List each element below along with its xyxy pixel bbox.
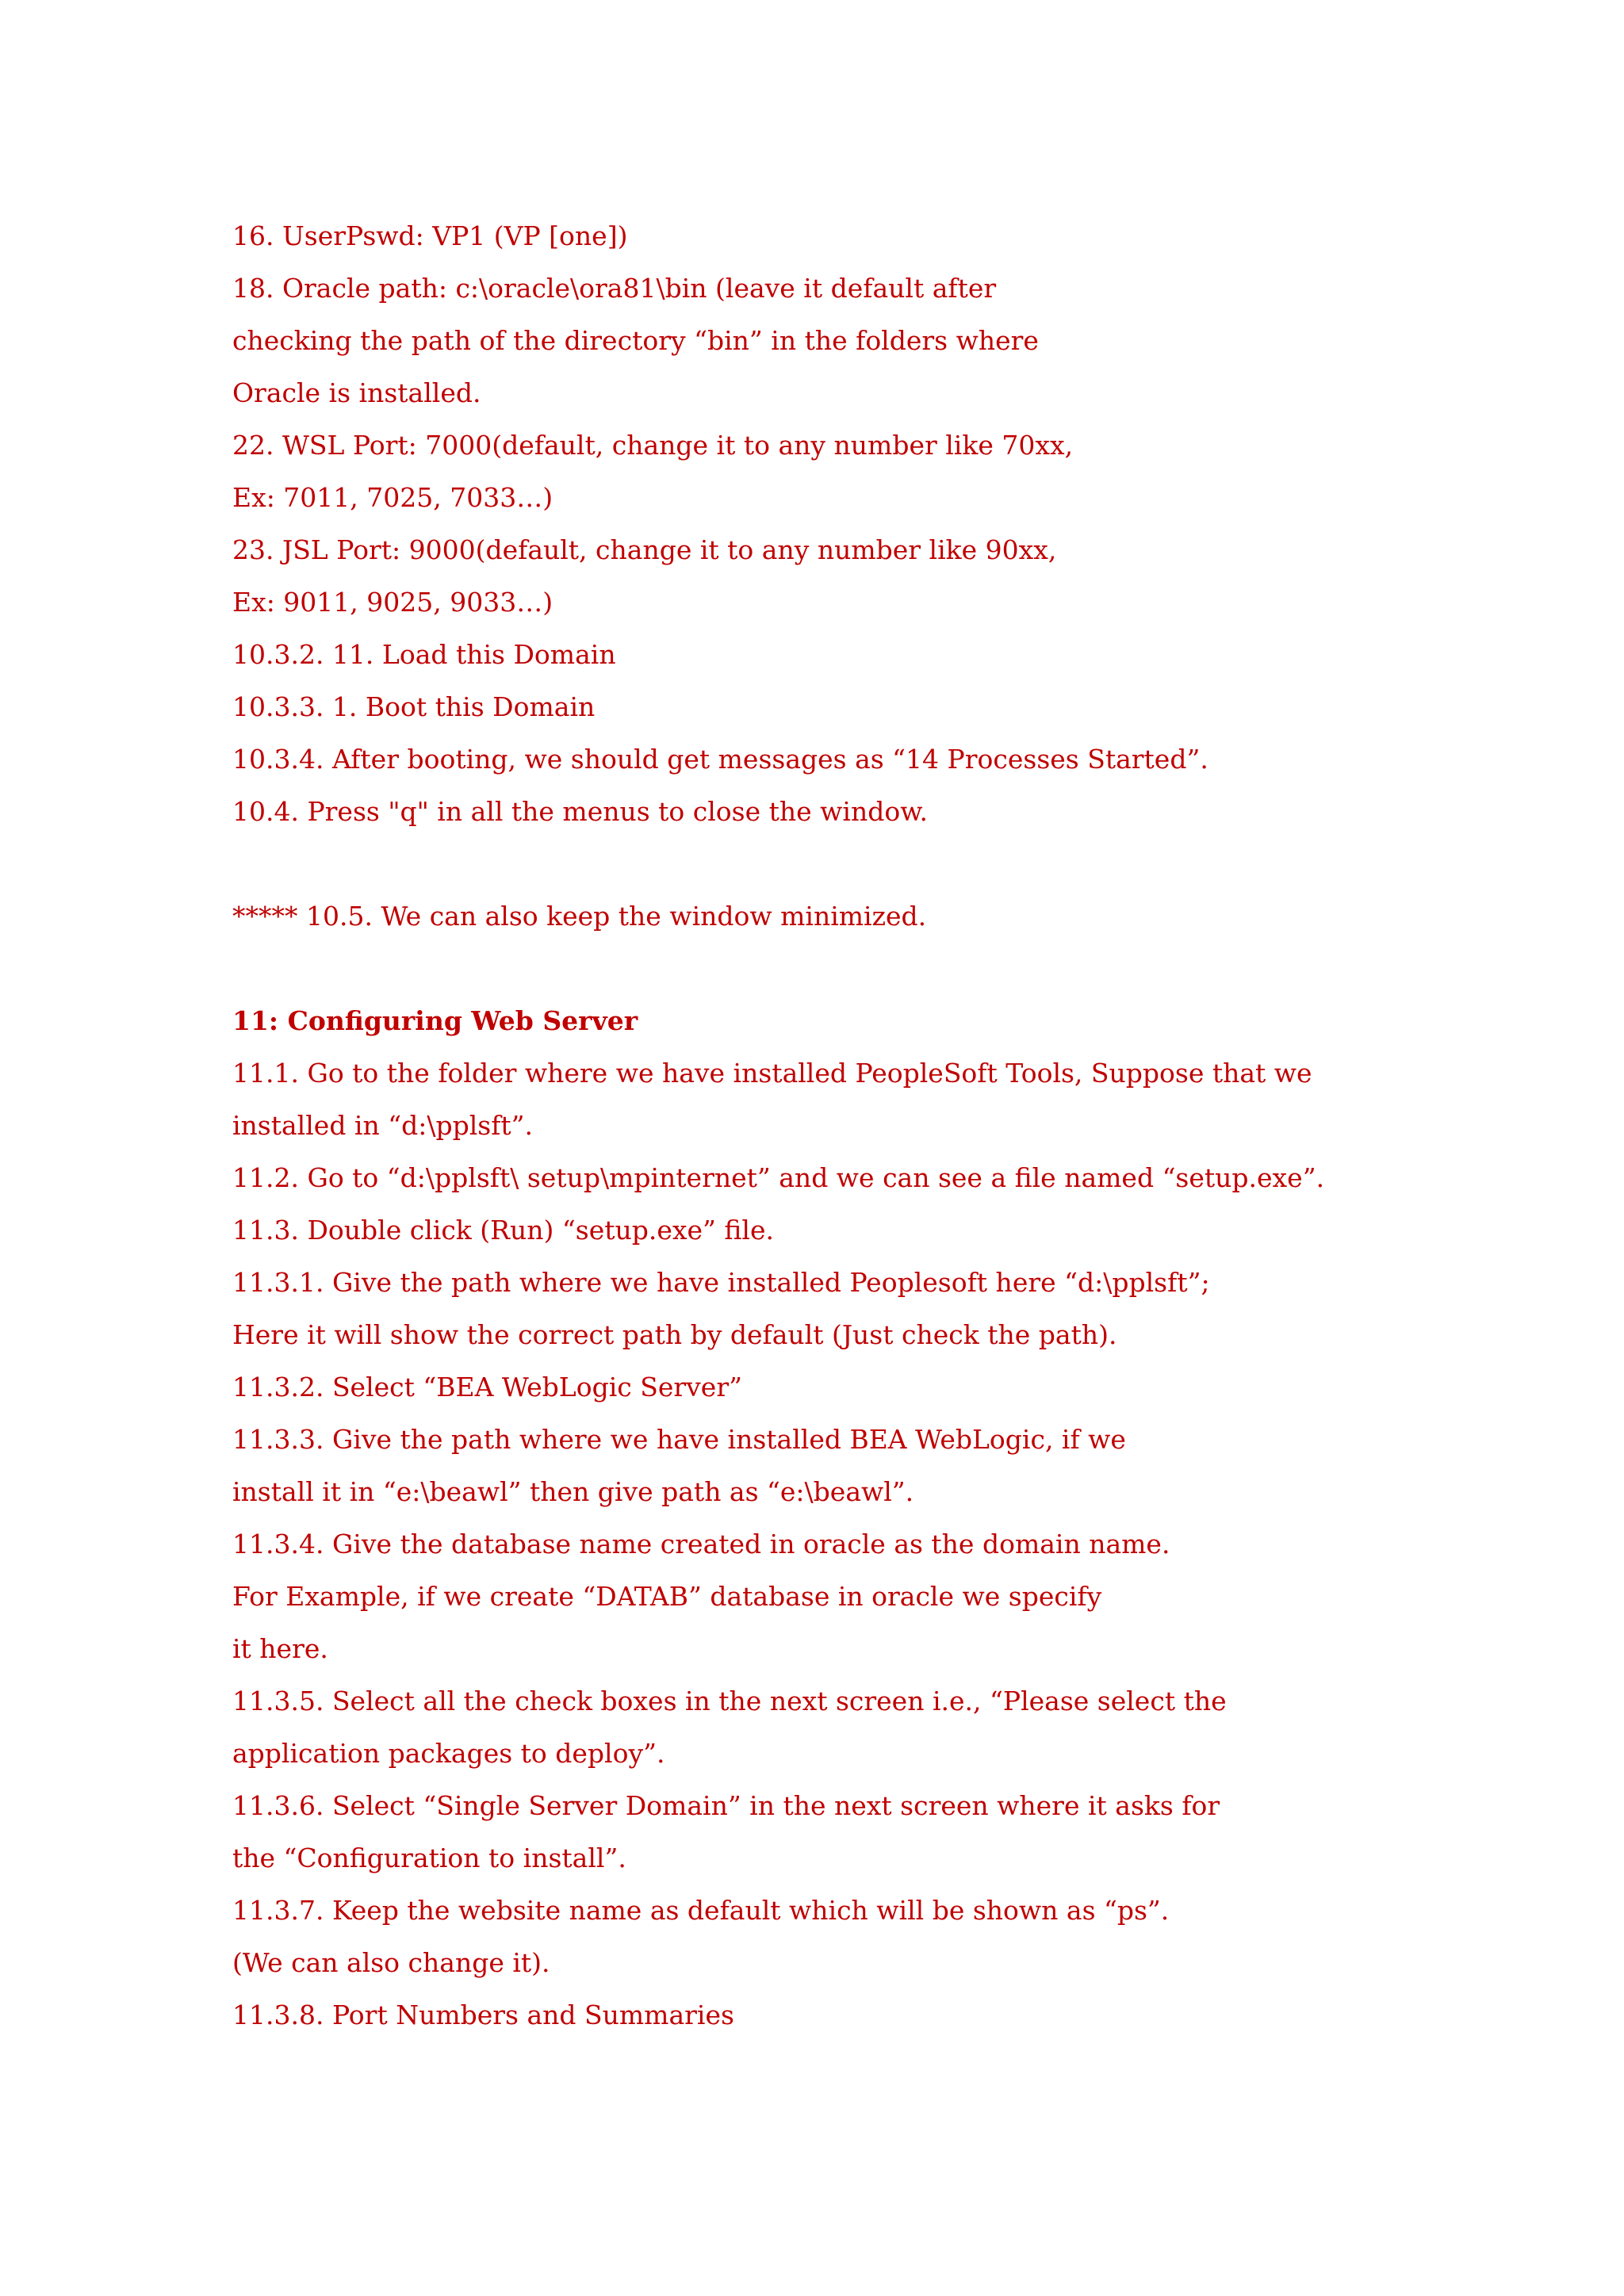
text-line: 18. Oracle path: c:\oracle\ora81\bin (leave it default after: [232, 273, 997, 304]
text-line: (We can also change it).: [232, 1947, 550, 1978]
text-line: 11.3.2. Select “BEA WebLogic Server”: [232, 1372, 742, 1402]
text-line: 10.3.3. 1. Boot this Domain: [232, 691, 596, 722]
text-line: 11.2. Go to “d:\pplsft\ setup\mpinternet” and we can see a file named “setup.exe”.: [232, 1162, 1325, 1193]
text-line: installed in “d:\pplsft”.: [232, 1110, 534, 1141]
text-line: checking the path of the directory “bin” in the folders where: [232, 325, 1039, 356]
text-line: install it in “e:\beawl” then give path as “e:\beawl”.: [232, 1476, 914, 1507]
blank-line: [232, 943, 1422, 995]
text-line: 11.1. Go to the folder where we have installed PeopleSoft Tools, Suppose that we: [232, 1058, 1312, 1089]
text-line: 11.3.4. Give the database name created in oracle as the domain name.: [232, 1529, 1170, 1559]
text-line: ***** 10.5. We can also keep the window minimized.: [232, 901, 927, 932]
text-line: the “Configuration to install”.: [232, 1843, 626, 1873]
text-line: 10.3.2. 11. Load this Domain: [232, 639, 616, 670]
text-line: For Example, if we create “DATAB” database in oracle we specify: [232, 1581, 1102, 1612]
text-line: application packages to deploy”.: [232, 1738, 665, 1769]
text-line: 11.3.5. Select all the check boxes in the next screen i.e., “Please select the: [232, 1686, 1227, 1716]
text-line: Here it will show the correct path by default (Just check the path).: [232, 1319, 1117, 1350]
text-line: 16. UserPswd: VP1 (VP [one]): [232, 220, 628, 251]
text-line: Ex: 7011, 7025, 7033…): [232, 482, 553, 513]
text-line: Ex: 9011, 9025, 9033…): [232, 587, 553, 618]
text-line: 11.3.8. Port Numbers and Summaries: [232, 1999, 734, 2030]
text-line: 10.3.4. After booting, we should get messages as “14 Processes Started”.: [232, 744, 1208, 775]
text-line: Oracle is installed.: [232, 377, 481, 408]
text-line: 11.3.7. Keep the website name as default which will be shown as “ps”.: [232, 1895, 1170, 1926]
text-line: 10.4. Press "q" in all the menus to close the window.: [232, 796, 929, 827]
blank-line: [232, 838, 1422, 890]
text-line: 11.3. Double click (Run) “setup.exe” file.: [232, 1215, 774, 1246]
text-line: 11.3.6. Select “Single Server Domain” in the next screen where it asks for: [232, 1790, 1220, 1821]
text-line: 23. JSL Port: 9000(default, change it to any number like 90xx,: [232, 534, 1057, 565]
section-heading: 11: Configuring Web Server: [232, 1005, 638, 1036]
document-body: [232, 210, 1422, 2042]
text-line: 11.3.1. Give the path where we have installed Peoplesoft here “d:\pplsft”;: [232, 1267, 1210, 1298]
text-line: it here.: [232, 1633, 328, 1664]
text-line: 22. WSL Port: 7000(default, change it to any number like 70xx,: [232, 430, 1074, 461]
text-line: 11.3.3. Give the path where we have installed BEA WebLogic, if we: [232, 1424, 1126, 1455]
